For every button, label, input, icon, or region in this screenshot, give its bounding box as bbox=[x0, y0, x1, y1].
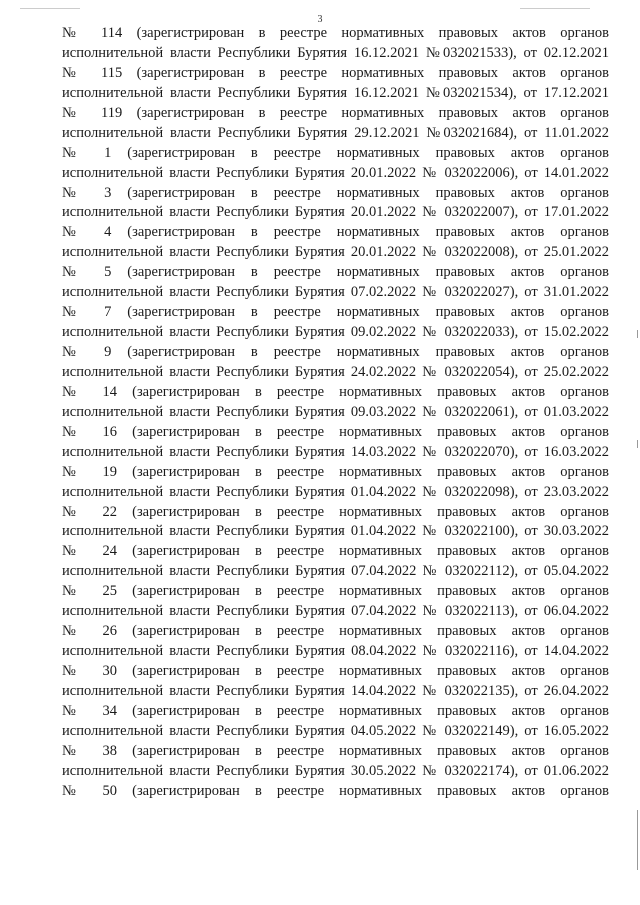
document-line-number-entry: № 5 (зарегистрирован в реестре нормативных правовых актов органов bbox=[62, 264, 609, 281]
scan-artifact-top-right bbox=[520, 8, 590, 9]
document-line-number-entry: № 25 (зарегистрирован в реестре нормативных правовых актов органов bbox=[62, 583, 609, 600]
document-line-number-entry: № 16 (зарегистрирован в реестре нормативных правовых актов органов bbox=[62, 423, 609, 440]
scan-edge-mark bbox=[637, 440, 638, 448]
scan-edge-mark bbox=[637, 810, 638, 870]
page-number: 3 bbox=[317, 14, 323, 25]
document-body bbox=[62, 24, 609, 802]
document-line-registry-entry: исполнительной власти Республики Бурятия 20.01.2022 № 032022008), от 25.01.2022 bbox=[62, 244, 609, 261]
document-line-registry-entry: исполнительной власти Республики Бурятия 24.02.2022 № 032022054), от 25.02.2022 bbox=[62, 363, 609, 380]
document-line-number-entry: № 115 (зарегистрирован в реестре нормативных правовых актов органов bbox=[62, 64, 609, 81]
document-line-registry-entry: исполнительной власти Республики Бурятия 16.12.2021 №032021533), от 02.12.2021 bbox=[62, 44, 609, 61]
document-line-registry-entry: исполнительной власти Республики Бурятия 08.04.2022 № 032022116), от 14.04.2022 bbox=[62, 643, 609, 660]
document-line-registry-entry: исполнительной власти Республики Бурятия 16.12.2021 №032021534), от 17.12.2021 bbox=[62, 84, 609, 101]
document-line-number-entry: № 38 (зарегистрирован в реестре нормативных правовых актов органов bbox=[62, 742, 609, 759]
document-line-registry-entry: исполнительной власти Республики Бурятия 14.03.2022 № 032022070), от 16.03.2022 bbox=[62, 443, 609, 460]
document-line-number-entry: № 114 (зарегистрирован в реестре нормативных правовых актов органов bbox=[62, 25, 609, 41]
document-line-number-entry: № 9 (зарегистрирован в реестре нормативных правовых актов органов bbox=[62, 344, 609, 360]
document-line-number-entry: № 22 (зарегистрирован в реестре нормативных правовых актов органов bbox=[62, 503, 609, 520]
document-line-number-entry: № 14 (зарегистрирован в реестре нормативных правовых актов органов bbox=[62, 383, 609, 400]
document-line-registry-entry: исполнительной власти Республики Бурятия 09.03.2022 № 032022061), от 01.03.2022 bbox=[62, 403, 609, 420]
document-line-registry-entry: исполнительной власти Республики Бурятия 07.04.2022 № 032022113), от 06.04.2022 bbox=[62, 603, 609, 620]
document-line-number-entry: № 119 (зарегистрирован в реестре нормативных правовых актов органов bbox=[62, 104, 609, 121]
document-line-number-entry: № 34 (зарегистрирован в реестре нормативных правовых актов органов bbox=[62, 702, 609, 719]
document-line-registry-entry: исполнительной власти Республики Бурятия 20.01.2022 № 032022007), от 17.01.2022 bbox=[62, 204, 609, 221]
document-line-registry-entry: исполнительной власти Республики Бурятия 07.04.2022 № 032022112), от 05.04.2022 bbox=[62, 563, 609, 580]
document-line-registry-entry: исполнительной власти Республики Бурятия 07.02.2022 № 032022027), от 31.01.2022 bbox=[62, 284, 609, 301]
document-line-registry-entry: исполнительной власти Республики Бурятия 20.01.2022 № 032022006), от 14.01.2022 bbox=[62, 164, 609, 181]
scan-artifact-top-left bbox=[20, 8, 80, 9]
document-line-number-entry: № 4 (зарегистрирован в реестре нормативных правовых актов органов bbox=[62, 224, 609, 241]
document-line-registry-entry: исполнительной власти Республики Бурятия 09.02.2022 № 032022033), от 15.02.2022 bbox=[62, 324, 609, 341]
document-line-number-entry: № 3 (зарегистрирован в реестре нормативных правовых актов органов bbox=[62, 184, 609, 201]
document-line-registry-entry: исполнительной власти Республики Бурятия 29.12.2021 №032021684), от 11.01.2022 bbox=[62, 124, 609, 141]
document-line-number-entry: № 7 (зарегистрирован в реестре нормативных правовых актов органов bbox=[62, 304, 609, 321]
document-line-number-entry: № 50 (зарегистрирован в реестре нормативных правовых актов органов bbox=[62, 782, 609, 799]
document-line-registry-entry: исполнительной власти Республики Бурятия 30.05.2022 № 032022174), от 01.06.2022 bbox=[62, 762, 609, 779]
document-line-registry-entry: исполнительной власти Республики Бурятия 01.04.2022 № 032022098), от 23.03.2022 bbox=[62, 483, 609, 500]
document-line-registry-entry: исполнительной власти Республики Бурятия 04.05.2022 № 032022149), от 16.05.2022 bbox=[62, 722, 609, 739]
document-line-number-entry: № 26 (зарегистрирован в реестре нормативных правовых актов органов bbox=[62, 623, 609, 640]
document-line-number-entry: № 30 (зарегистрирован в реестре нормативных правовых актов органов bbox=[62, 663, 609, 679]
scan-edge-mark bbox=[637, 330, 638, 338]
document-line-number-entry: № 19 (зарегистрирован в реестре нормативных правовых актов органов bbox=[62, 463, 609, 480]
document-line-registry-entry: исполнительной власти Республики Бурятия 01.04.2022 № 032022100), от 30.03.2022 bbox=[62, 523, 609, 540]
document-line-number-entry: № 1 (зарегистрирован в реестре нормативных правовых актов органов bbox=[62, 144, 609, 161]
document-line-number-entry: № 24 (зарегистрирован в реестре нормативных правовых актов органов bbox=[62, 543, 609, 560]
document-line-registry-entry: исполнительной власти Республики Бурятия 14.04.2022 № 032022135), от 26.04.2022 bbox=[62, 682, 609, 699]
